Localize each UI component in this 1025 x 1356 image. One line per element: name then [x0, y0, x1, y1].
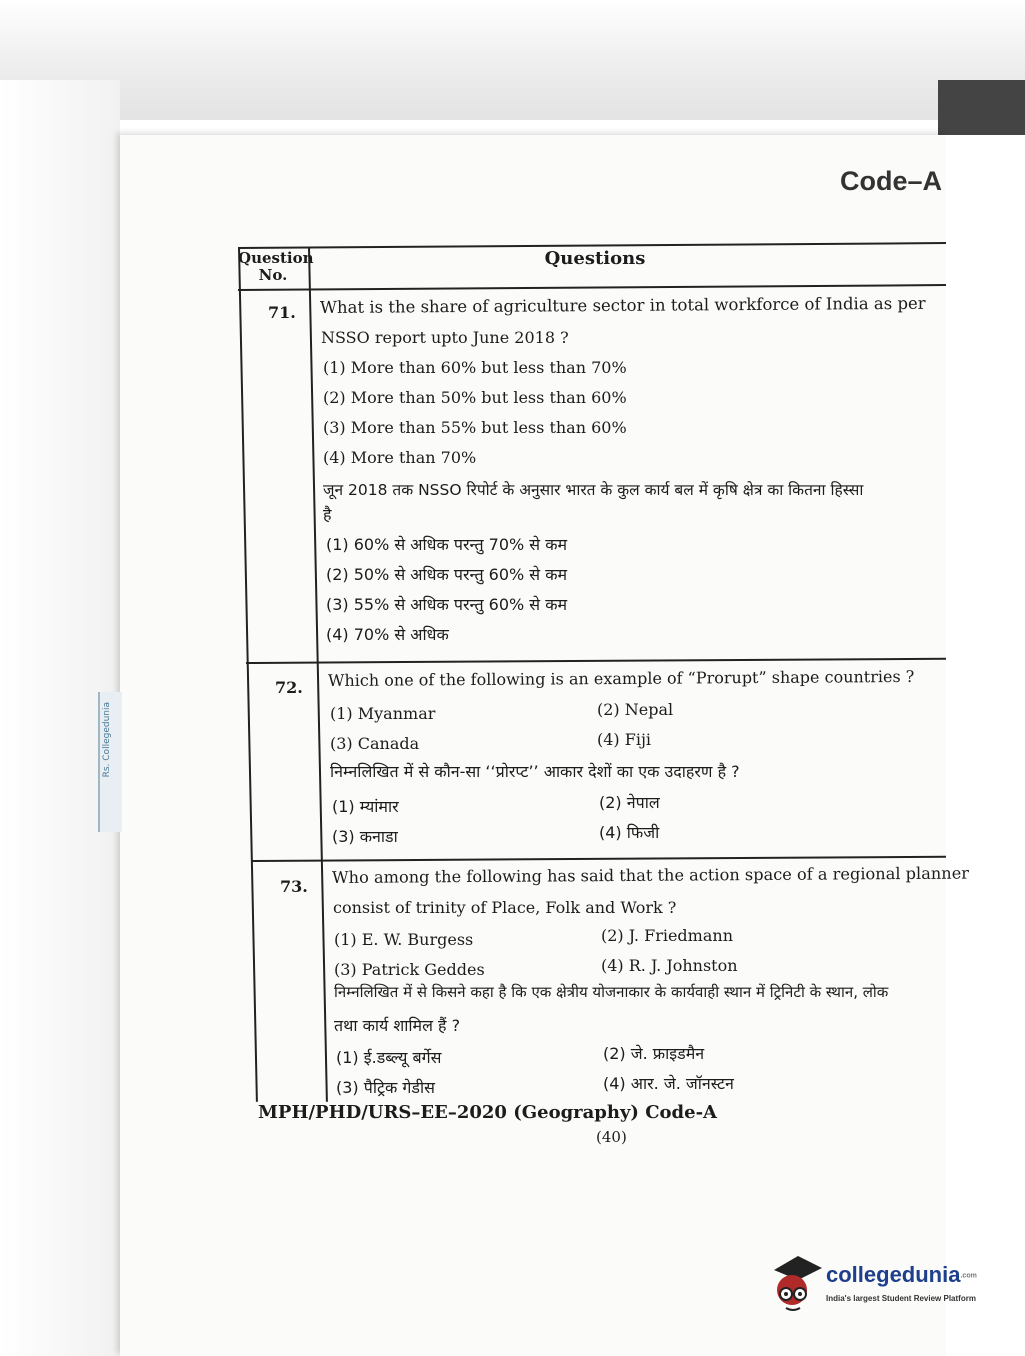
option-hi: (2) नेपाल [599, 793, 660, 812]
question-text-hi: है [323, 505, 332, 524]
option-hi: (1) ई.डब्ल्यू बर्गेस [336, 1048, 442, 1067]
option-en: (1) More than 60% but less than 70% [323, 358, 627, 377]
option-en: (3) Patrick Geddes [334, 960, 485, 979]
option-en: (4) More than 70% [323, 448, 477, 467]
exam-page [120, 135, 946, 1356]
spine-tab [98, 692, 122, 832]
question-text-en: Who among the following has said that the action space of a regional planner [331, 863, 970, 887]
question-number: 72. [275, 678, 303, 697]
mascot-icon [768, 1252, 824, 1316]
exam-footer-title: MPH/PHD/URS–EE–2020 (Geography) Code-A [258, 1102, 718, 1123]
option-en: (4) Fiji [597, 730, 652, 749]
header-questions: Questions [544, 248, 646, 269]
spine-label: Rs. Collegedunia [102, 702, 112, 778]
question-number: 73. [280, 877, 308, 896]
logo-wordmark: collegedunia.com [826, 1262, 977, 1287]
option-en: (3) Canada [330, 734, 420, 753]
question-number: 71. [268, 303, 296, 322]
question-text-hi: निम्नलिखित में से किसने कहा है कि एक क्षेत्रीय योजनाकार के कार्यवाही स्थान में ट्रिनिटी के स्थान, लोक [334, 983, 889, 1001]
option-hi: (2) जे. फ्राइडमैन [603, 1044, 705, 1063]
option-hi: (3) कनाडा [332, 827, 398, 846]
question-text-en: NSSO report upto June 2018 ? [321, 328, 569, 347]
question-text-hi: जून 2018 तक NSSO रिपोर्ट के अनुसार भारत के कुल कार्य बल में कृषि क्षेत्र का कितना हिस्सा [323, 481, 864, 499]
logo-com: .com [960, 1272, 977, 1280]
option-hi: (4) 70% से अधिक [326, 625, 449, 644]
scan-dark-edge [938, 80, 1025, 135]
option-hi: (3) पैट्रिक गेडीस [336, 1078, 435, 1097]
option-hi: (4) आर. जे. जॉनस्टन [603, 1074, 734, 1093]
option-hi: (4) फिजी [599, 823, 660, 842]
scan-background-top [0, 0, 1025, 120]
option-hi: (1) म्यांमार [332, 797, 399, 816]
option-en: (2) More than 50% but less than 60% [323, 388, 627, 407]
option-en: (1) E. W. Burgess [334, 930, 474, 949]
collegedunia-logo [768, 1252, 998, 1318]
option-hi: (3) 55% से अधिक परन्तु 60% से कम [326, 595, 568, 614]
question-text-en: consist of trinity of Place, Folk and Work ? [333, 898, 677, 917]
logo-tagline: India's largest Student Review Platform [826, 1294, 976, 1303]
option-hi: (2) 50% से अधिक परन्तु 60% से कम [326, 565, 568, 584]
option-en: (2) Nepal [597, 700, 674, 719]
header-question-no: Question No. [238, 249, 314, 284]
page-number: (40) [596, 1128, 627, 1146]
option-en: (3) More than 55% but less than 60% [323, 418, 627, 437]
option-en: (4) R. J. Johnston [601, 956, 738, 975]
question-text-hi: तथा कार्य शामिल हैं ? [334, 1016, 461, 1035]
question-text-en: Which one of the following is an example of “Prorupt” shape countries ? [327, 666, 915, 690]
question-text-hi: निम्नलिखित में से कौन-सा ‘‘प्रोरप्ट’’ आकार देशों का एक उदाहरण है ? [330, 762, 740, 781]
paper-code: Code–A [839, 166, 942, 196]
option-hi: (1) 60% से अधिक परन्तु 70% से कम [326, 535, 568, 554]
option-en: (2) J. Friedmann [601, 926, 733, 945]
question-text-en: What is the share of agriculture sector in total workforce of India as per [319, 293, 926, 317]
option-en: (1) Myanmar [330, 704, 436, 723]
scan-right-margin [946, 135, 1025, 1356]
